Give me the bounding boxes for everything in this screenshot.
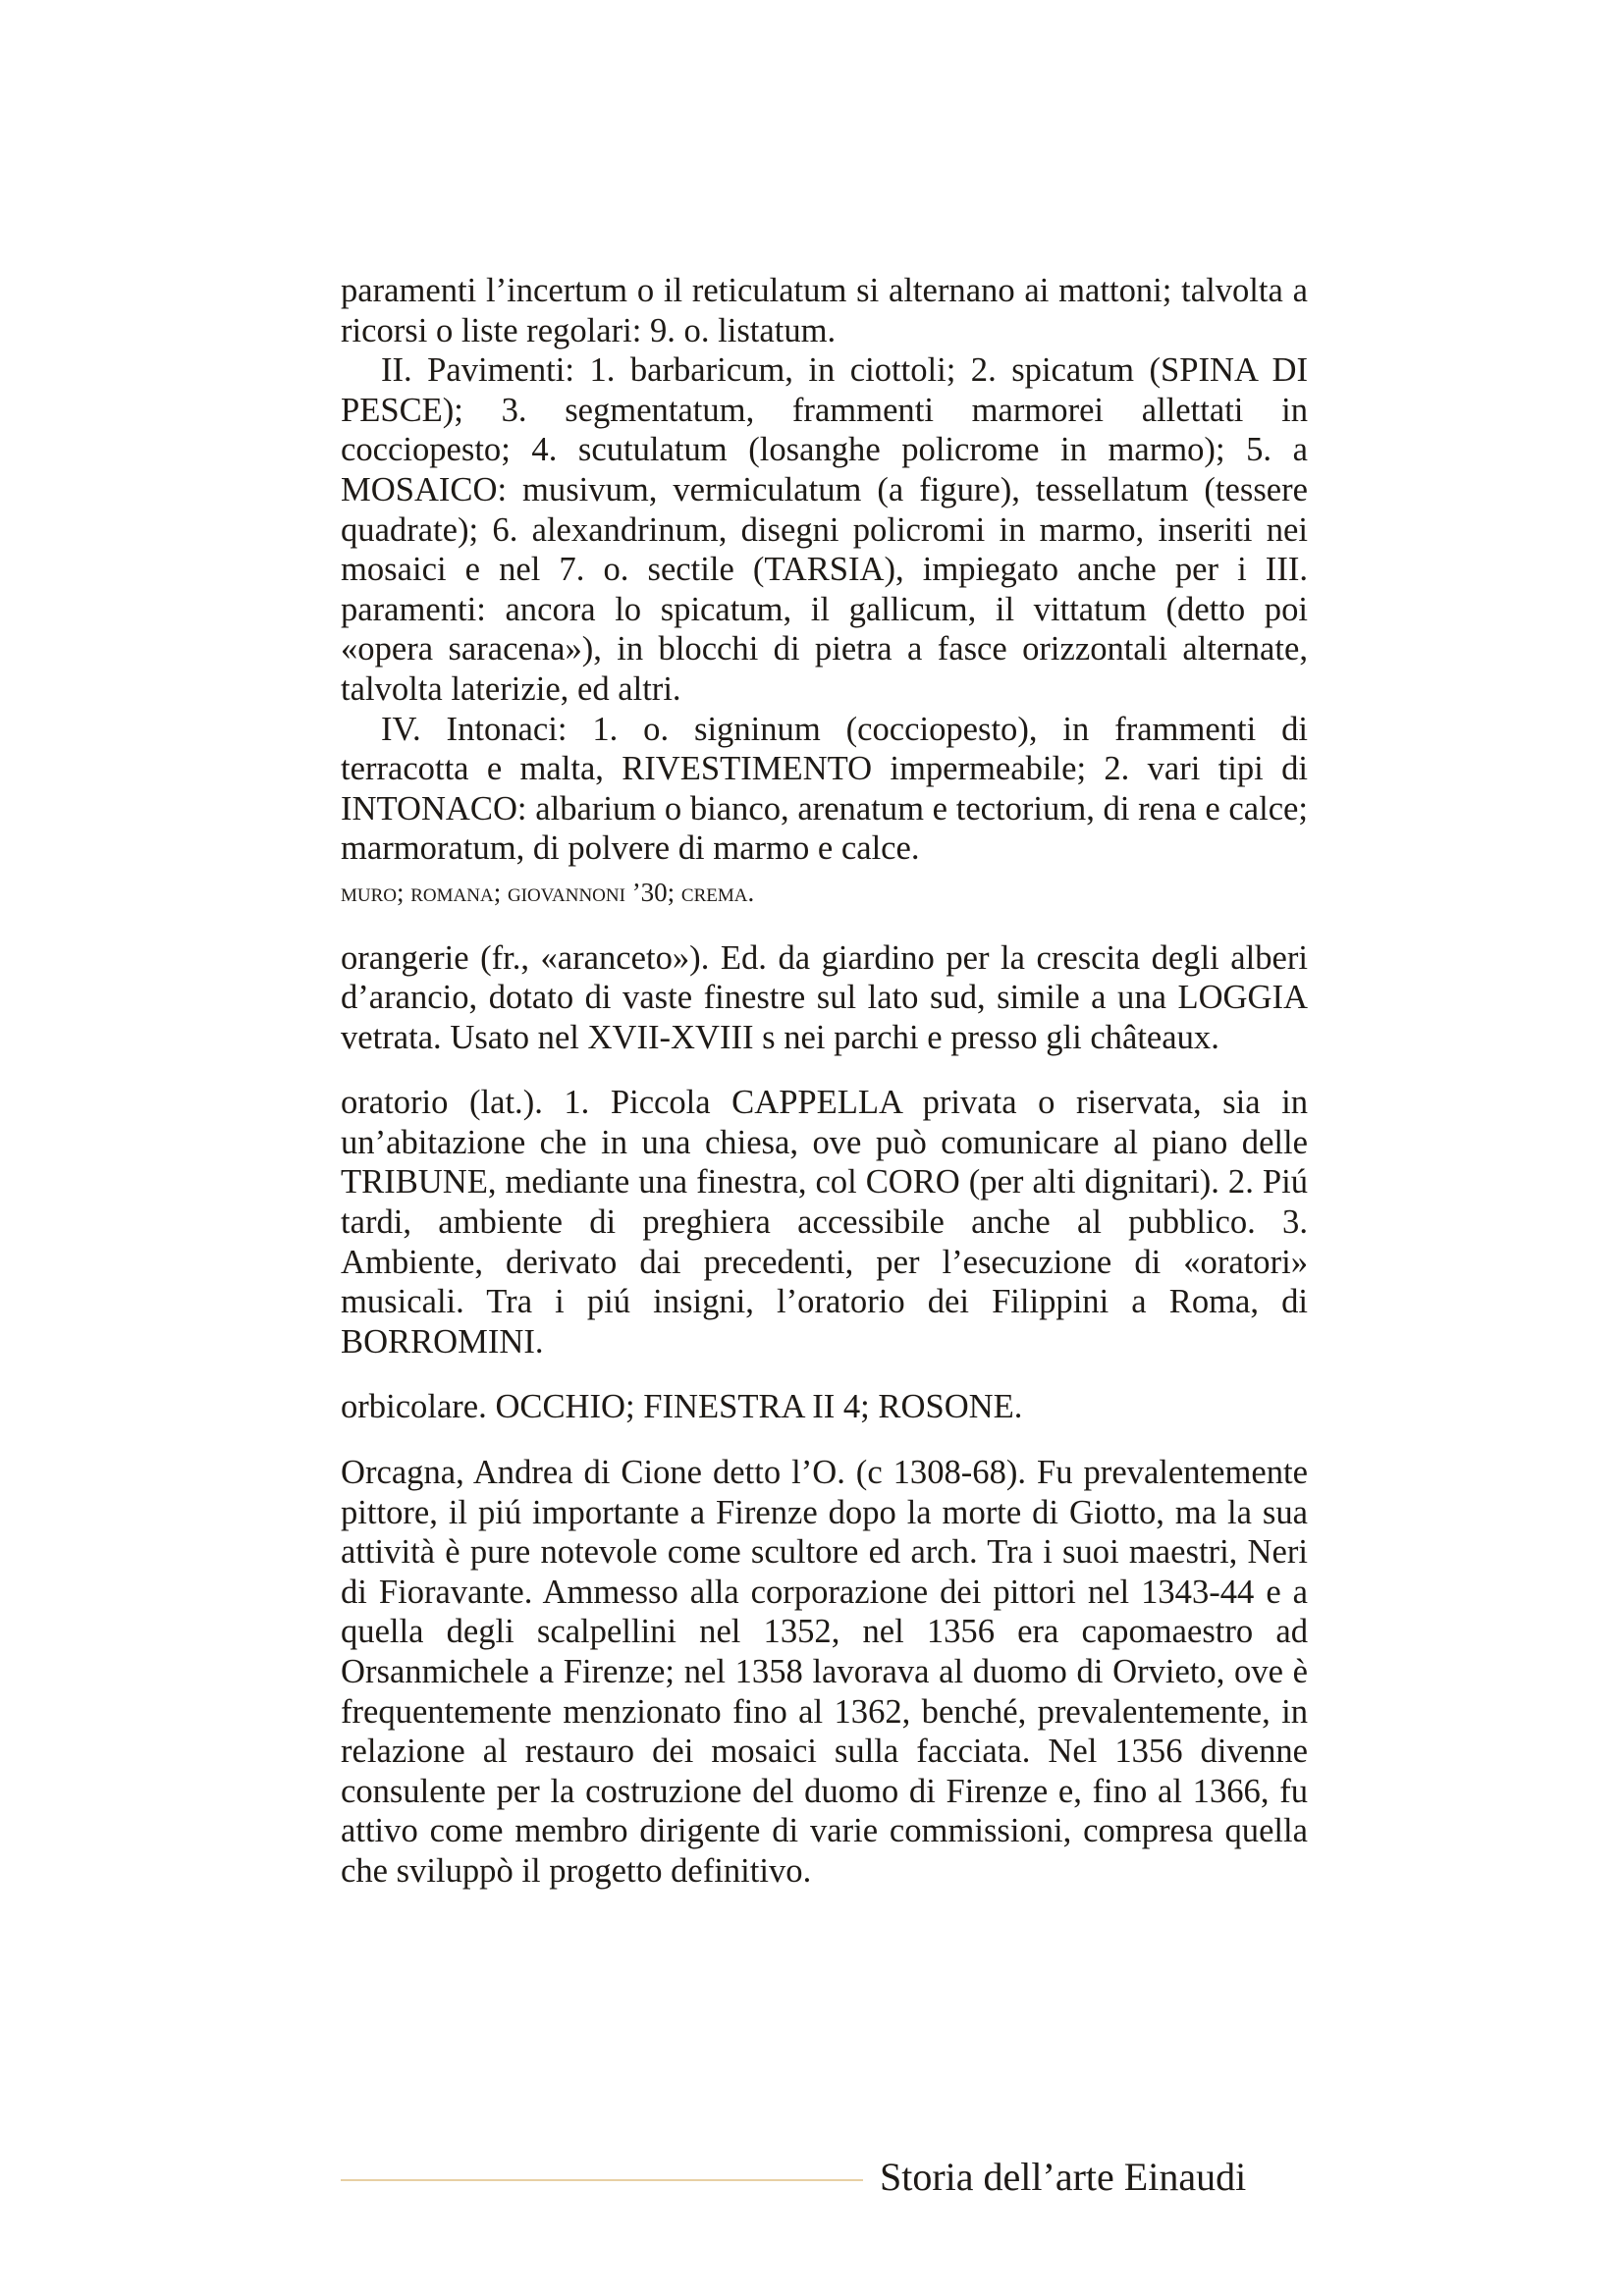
footer-rule bbox=[341, 2179, 863, 2181]
page-content bbox=[341, 271, 1308, 1892]
entry-orangerie: orangerie (fr., «aranceto»). Ed. da giardino per la crescita degli alberi d’arancio, dotato di vaste finestre sul lato sud, simile a una LOGGIA vetrata. Usato nel XVII-XVIII s nei parchi e presso gli châteaux. bbox=[341, 938, 1308, 1056]
entry-oratorio: oratorio (lat.). 1. Piccola CAPPELLA privata o riservata, sia in un’abitazione che in una chiesa, ove può comunicare al piano delle TRIBUNE, mediante una finestra, col CORO (per alti dignitari). 2. Piú tardi, ambiente di preghiera accessibile anche al pubblico. 3. Ambiente, derivato dai precedenti, per l’esecuzione di «oratori» musicali. Tra i piú insigni, l’oratorio dei Filippini a Roma, di BORROMINI. bbox=[341, 1084, 1308, 1361]
footer-title: Storia dell’arte Einaudi bbox=[880, 2155, 1247, 2199]
paragraph-intonaci: IV. Intonaci: 1. o. signinum (cocciopesto), in frammenti di terracotta e malta, RIVESTIMENTO impermeabile; 2. vari tipi di INTONACO: albarium o bianco, arenatum e tectorium, di rena e calce; marmoratum, di polvere di marmo e calce. bbox=[341, 710, 1308, 868]
paragraph-paramenti-cont: paramenti l’incertum o il reticulatum si alternano ai mattoni; talvolta a ricorsi o liste regolari: 9. o. listatum. bbox=[341, 272, 1308, 349]
entry-orbicolare: orbicolare. OCCHIO; FINESTRA II 4; ROSONE. bbox=[341, 1388, 1023, 1426]
cross-references: muro; romana; giovannoni ’30; crema. bbox=[341, 877, 755, 907]
entry-orcagna: Orcagna, Andrea di Cione detto l’O. (c 1308-68). Fu prevalentemente pittore, il piú importante a Firenze dopo la morte di Giotto, ma la sua attività è pure notevole come scultore ed arch. Tra i suoi maestri, Neri di Fioravante. Ammesso alla corporazione dei pittori nel 1343-44 e a quella degli scalpellini nel 1352, nel 1356 era capomaestro ad Orsanmichele a Firenze; nel 1358 lavorava al duomo di Orvieto, ove è frequentemente menzionato fino al 1362, benché, prevalentemente, in relazione al restauro dei mosaici sulla facciata. Nel 1356 divenne consulente per la costruzione del duomo di Firenze e, fino al 1366, fu attivo come membro dirigente di varie commissioni, compresa quella che sviluppò il progetto definitivo. bbox=[341, 1454, 1308, 1890]
paragraph-pavimenti: II. Pavimenti: 1. barbaricum, in ciottoli; 2. spicatum (SPINA DI PESCE); 3. segmentatum, frammenti marmorei allettati in cocciopesto; 4. scutulatum (losanghe policrome in marmo); 5. a MOSAICO: musivum, vermiculatum (a figure), tessellatum (tessere quadrate); 6. alexandrinum, disegni policromi in marmo, inseriti nei mosaici e nel 7. o. sectile (TARSIA), impiegato anche per i III. paramenti: ancora lo spicatum, il gallicum, il vittatum (detto poi «opera saracena»), in blocchi di pietra a fasce orizzontali alternate, talvolta laterizie, ed altri. bbox=[341, 351, 1308, 708]
